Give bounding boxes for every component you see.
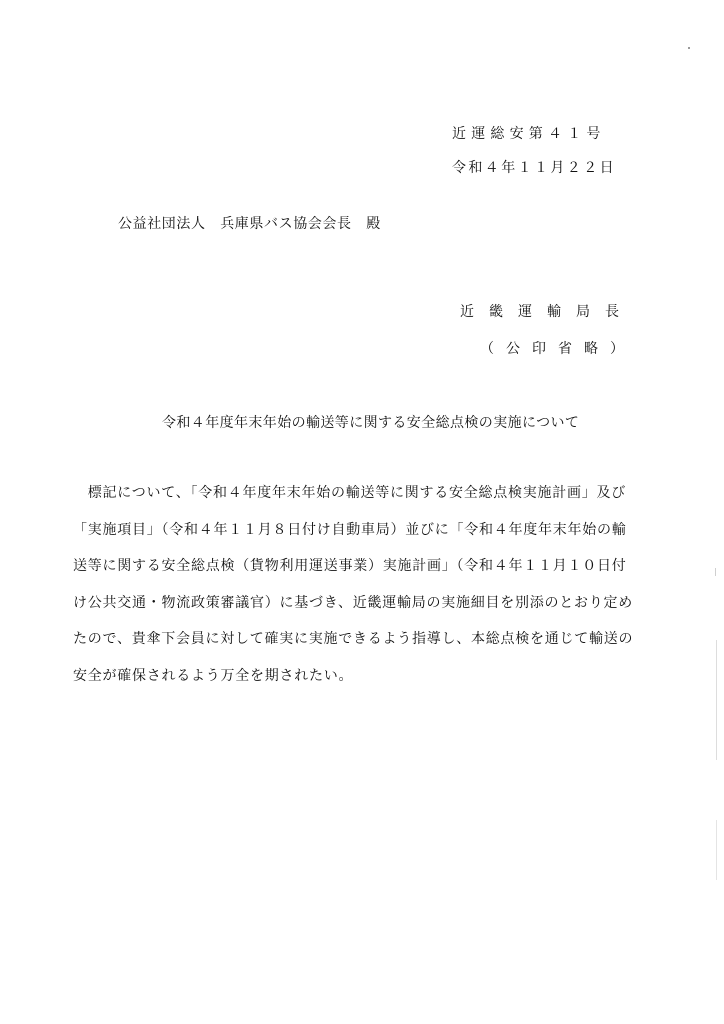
seal-note: （公印省略） [480,341,636,357]
scan-edge-artifact [716,640,717,760]
scan-speck [715,568,716,576]
addressee: 公益社団法人 兵庫県バス協会会長 殿 [118,216,381,232]
scan-speck [688,47,690,49]
body-line: 「実施項目」（令和４年１１月８日付け自動車局）並びに「令和４年度年末年始の輸 [73,521,627,538]
body-text [73,483,673,702]
body-line: 標記について、「令和４年度年末年始の輸送等に関する安全総点検実施計画」及び [73,485,626,501]
document-title: 令和４年度年末年始の輸送等に関する安全総点検の実施について [162,415,580,431]
body-line: 安全が確保されるよう万全を期されたい。 [73,667,354,684]
body-line: 送等に関する安全総点検（貨物利用運送事業）実施計画」（令和４年１１月１０日付 [73,558,627,574]
document-date: 令和４年１１月２２日 [452,160,616,176]
sender-name: 近畿運輸局長 [460,304,634,320]
scan-edge-artifact [716,820,717,880]
body-line: たので、貴傘下会員に対して確実に実施できるよう指導し、本総点検を通じて輸送の [73,631,634,647]
document-number: 近運総安第４１号 [452,126,606,142]
body-line: け公共交通・物流政策審議官）に基づき、近畿運輸局の実施細目を別添のとおり定め [73,594,633,611]
